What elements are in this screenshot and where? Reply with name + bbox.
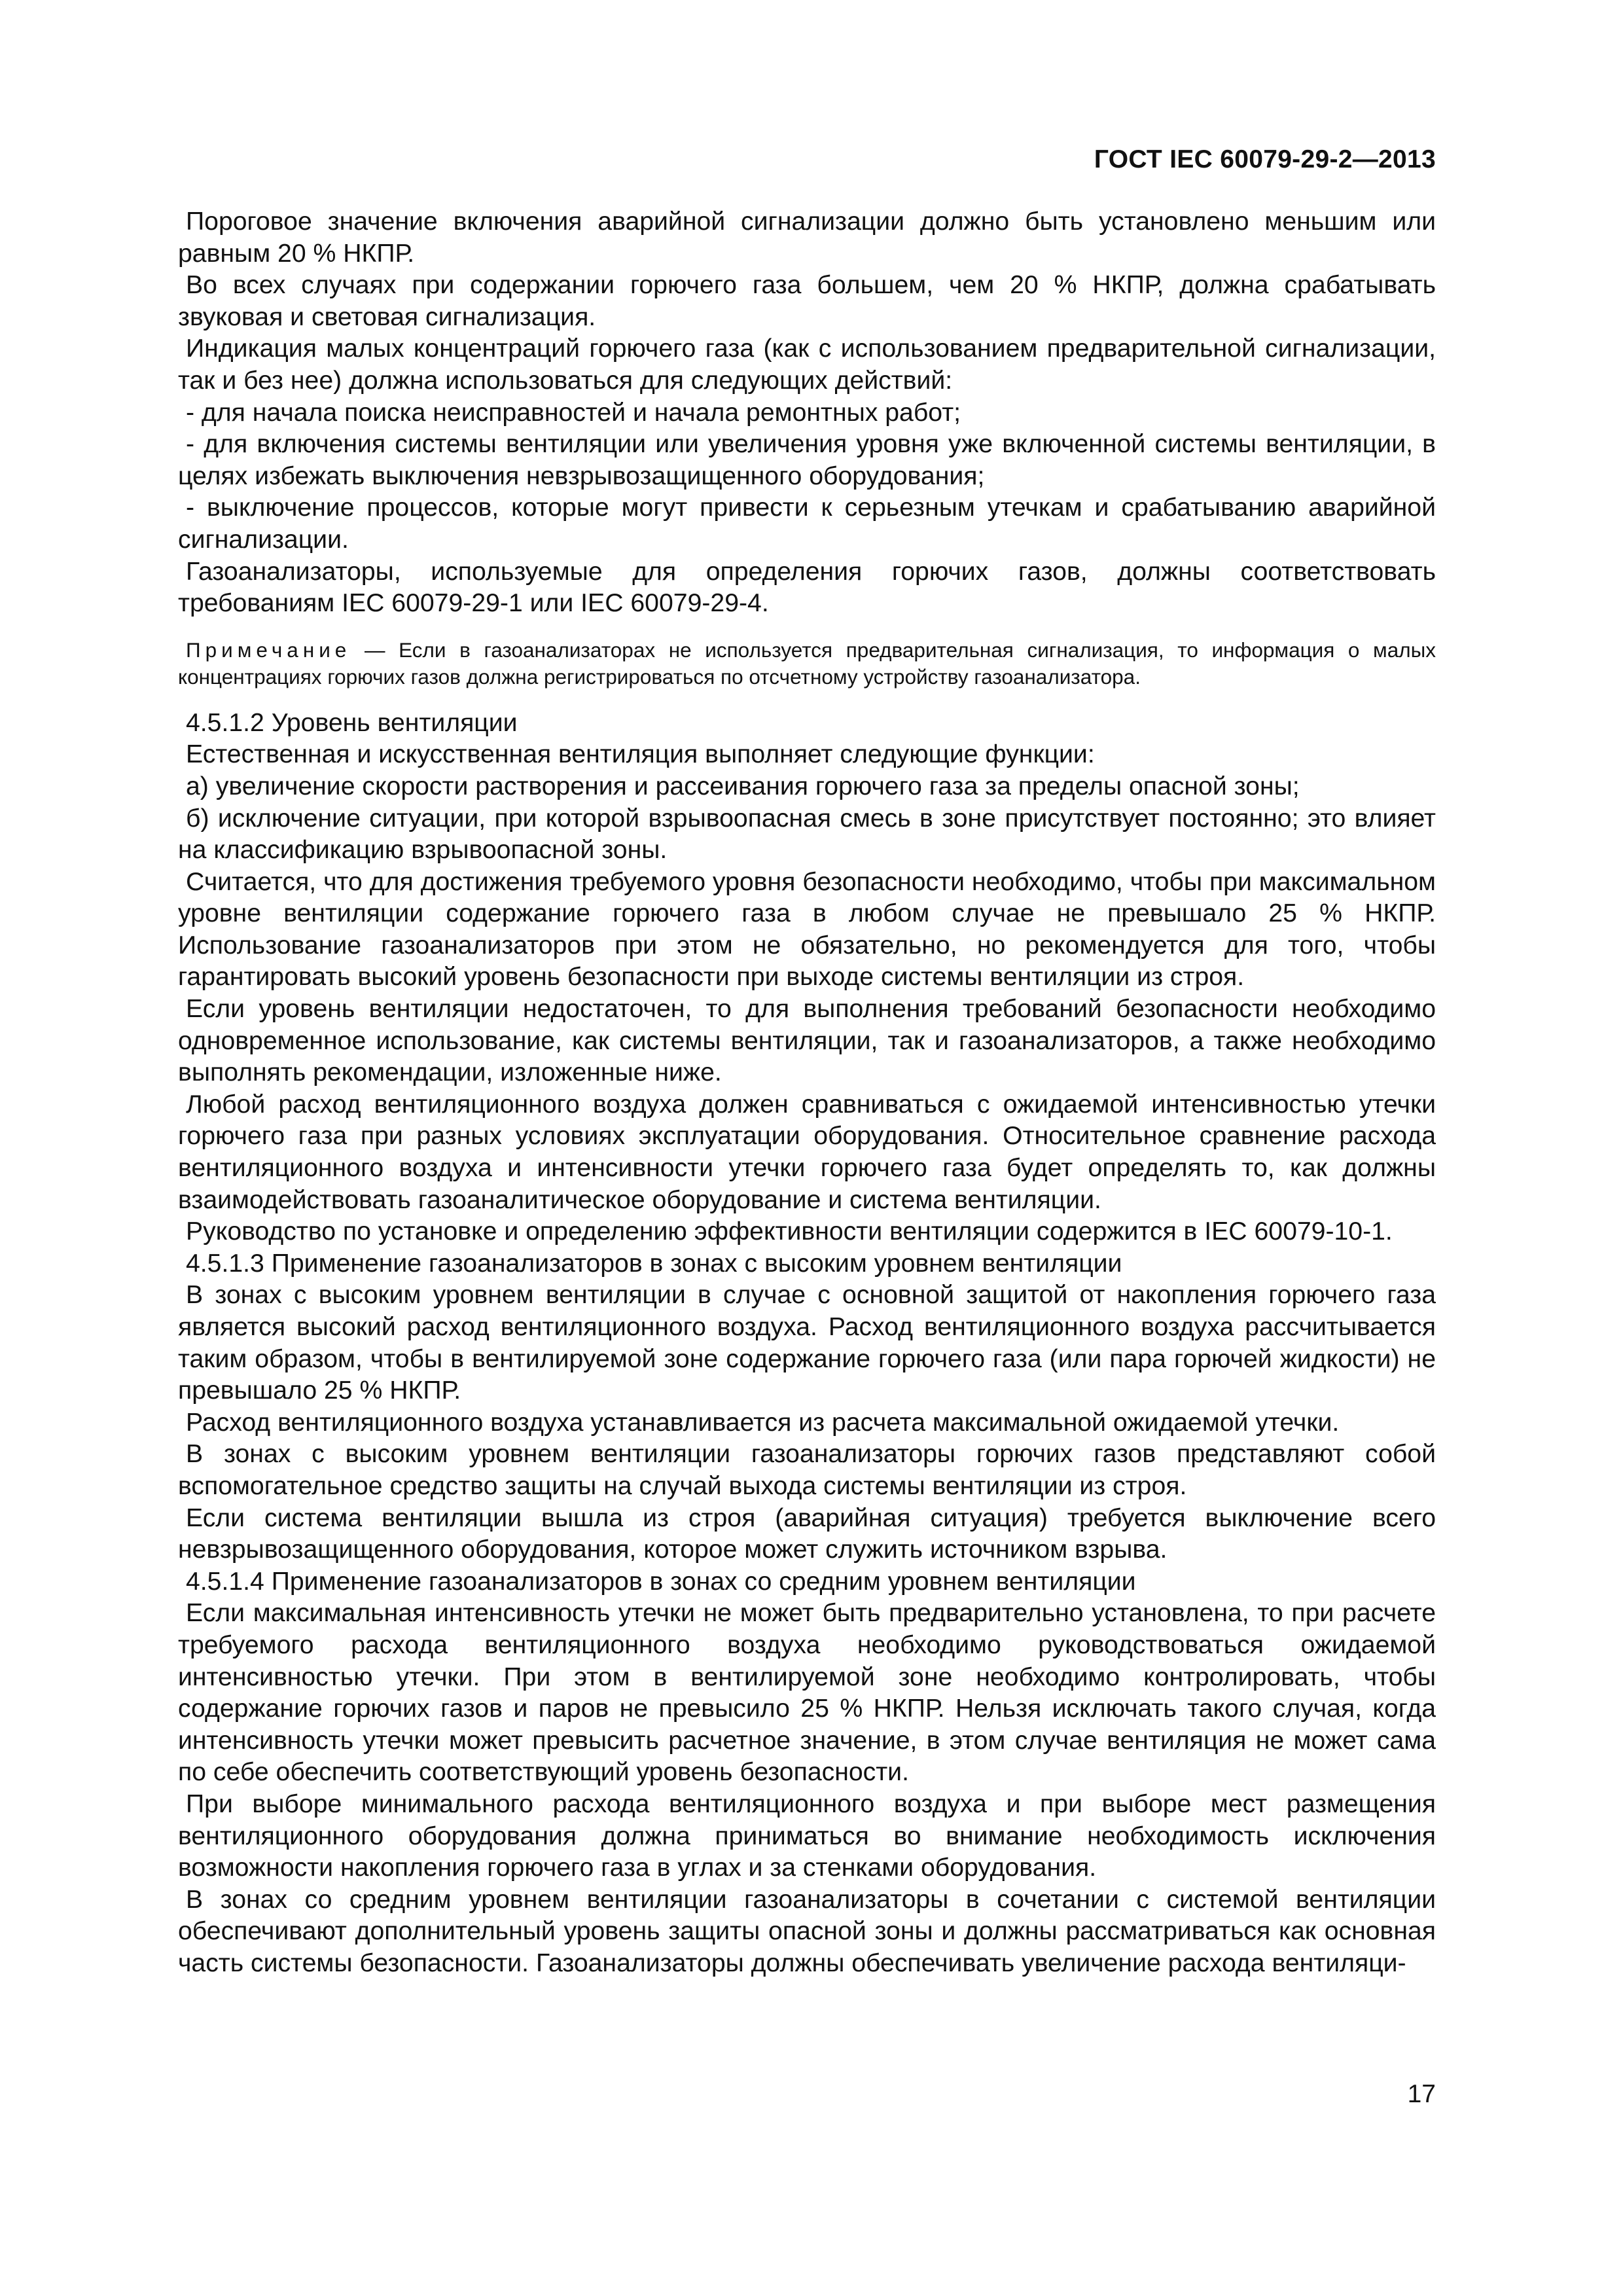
paragraph: Естественная и искусственная вентиляция выполняет следующие функции:: [186, 740, 1095, 769]
paragraph: Если уровень вентиляции недостаточен, то для выполнения требований безопасности необходимо одновременное использование, как системы вентиляции, так и газоанализаторов, а также необходимо выполнять рекомендации, изложенные ниже.: [178, 995, 1436, 1087]
paragraph: Если система вентиляции вышла из строя (аварийная ситуация) требуется выключение всего невзрывозащищенного оборудования, которое может служить источником взрыва.: [178, 1503, 1436, 1564]
paragraph: Руководство по установке и определению эффективности вентиляции содержится в IEC 60079-10-1.: [186, 1217, 1393, 1246]
paragraph: Расход вентиляционного воздуха устанавливается из расчета максимальной ожидаемой утечки.: [186, 1408, 1340, 1437]
paragraph: Пороговое значение включения аварийной сигнализации должно быть установлено меньшим или равным 20 % НКПР.: [178, 207, 1436, 268]
section-heading: 4.5.1.2 Уровень вентиляции: [186, 708, 518, 737]
paragraph: Любой расход вентиляционного воздуха должен сравниваться с ожидаемой интенсивностью утечки горючего газа при разных условиях эксплуатации оборудования. Относительное сравнение расхода вентиляционного воздуха и интенсивности утечки горючего газа будет определять то, как должны взаимодействовать газоаналитическое оборудование и система вентиляции.: [178, 1090, 1436, 1214]
note: [178, 637, 1436, 691]
list-item: - для включения системы вентиляции или увеличения уровня уже включенной системы вентиляции, в целях избежать выключения невзрывозащищенного оборудования;: [178, 430, 1436, 490]
paragraph: Считается, что для достижения требуемого уровня безопасности необходимо, чтобы при максимальном уровне вентиляции содержание горючего газа в любом случае не превышало 25 % НКПР. Использование газоанализаторов при этом не обязательно, но рекомендуется для того, чтобы гарантировать высокий уровень безопасности при выходе системы вентиляции из строя.: [178, 867, 1436, 992]
page-number: 17: [1407, 2080, 1436, 2108]
paragraph: В зонах с высоким уровнем вентиляции газоанализаторы горючих газов представляют собой вспомогательное средство защиты на случай выхода системы вентиляции из строя.: [178, 1440, 1436, 1500]
paragraph: Индикация малых концентраций горючего газа (как с использованием предварительной сигнализации, так и без нее) должна использоваться для следующих действий:: [178, 334, 1436, 395]
standard-header: ГОСТ IEC 60079-29-2—2013: [1094, 145, 1436, 173]
paragraph: В зонах с высоким уровнем вентиляции в случае с основной защитой от накопления горючего газа является высокий расход вентиляционного воздуха. Расход вентиляционного воздуха рассчитывается таким образом, чтобы в вентилируемой зоне содержание горючего газа (или пара горючей жидкости) не превышало 25 % НКПР.: [178, 1281, 1436, 1405]
paragraph: При выборе минимального расхода вентиляционного воздуха и при выборе мест размещения вентиляционного оборудования должна приниматься во внимание необходимость исключения возможности накопления горючего газа в углах и за стенками оборудования.: [178, 1789, 1436, 1882]
list-item: - выключение процессов, которые могут привести к серьезным утечкам и срабатыванию аварийной сигнализации.: [178, 493, 1436, 554]
section-heading: 4.5.1.3 Применение газоанализаторов в зонах с высоким уровнем вентиляции: [186, 1249, 1122, 1278]
paragraph: Если максимальная интенсивность утечки не может быть предварительно установлена, то при расчете требуемого расхода вентиляционного воздуха необходимо руководствоваться ожидаемой интенсивностью утечки. При этом в вентилируемой зоне необходимо контролировать, чтобы содержание горючих газов и паров не превысило 25 % НКПР. Нельзя исключать такого случая, когда интенсивность утечки может превысить расчетное значение, в этом случае вентиляция не может сама по себе обеспечить соответствующий уровень безопасности.: [178, 1599, 1436, 1787]
paragraph: Газоанализаторы, используемые для определения горючих газов, должны соответствовать требованиям IEC 60079-29-1 или IEC 60079-29-4.: [178, 557, 1436, 618]
note-text: — Если в газоанализаторах не используется предварительная сигнализация, то информация о малых концентрациях горючих газов должна регистрироваться по отсчетному устройству газоанализатора.: [178, 637, 1436, 689]
list-item: а) увеличение скорости растворения и рассеивания горючего газа за пределы опасной зоны;: [186, 772, 1300, 800]
paragraph: Во всех случаях при содержании горючего газа большем, чем 20 % НКПР, должна срабатывать звуковая и световая сигнализация.: [178, 271, 1436, 331]
paragraph: В зонах со средним уровнем вентиляции газоанализаторы в сочетании с системой вентиляции обеспечивают дополнительный уровень защиты опасной зоны и должны рассматриваться как основная часть системы безопасности. Газоанализаторы должны обеспечивать увеличение расхода вентиляци-: [178, 1885, 1436, 1977]
list-item: - для начала поиска неисправностей и начала ремонтных работ;: [186, 398, 961, 427]
body-text: [178, 206, 1436, 1979]
list-item: б) исключение ситуации, при которой взрывоопасная смесь в зоне присутствует постоянно; это влияет на классификацию взрывоопасной зоны.: [178, 804, 1436, 865]
section-heading: 4.5.1.4 Применение газоанализаторов в зонах со средним уровнем вентиляции: [186, 1567, 1136, 1596]
note-label: Примечание: [186, 637, 351, 662]
